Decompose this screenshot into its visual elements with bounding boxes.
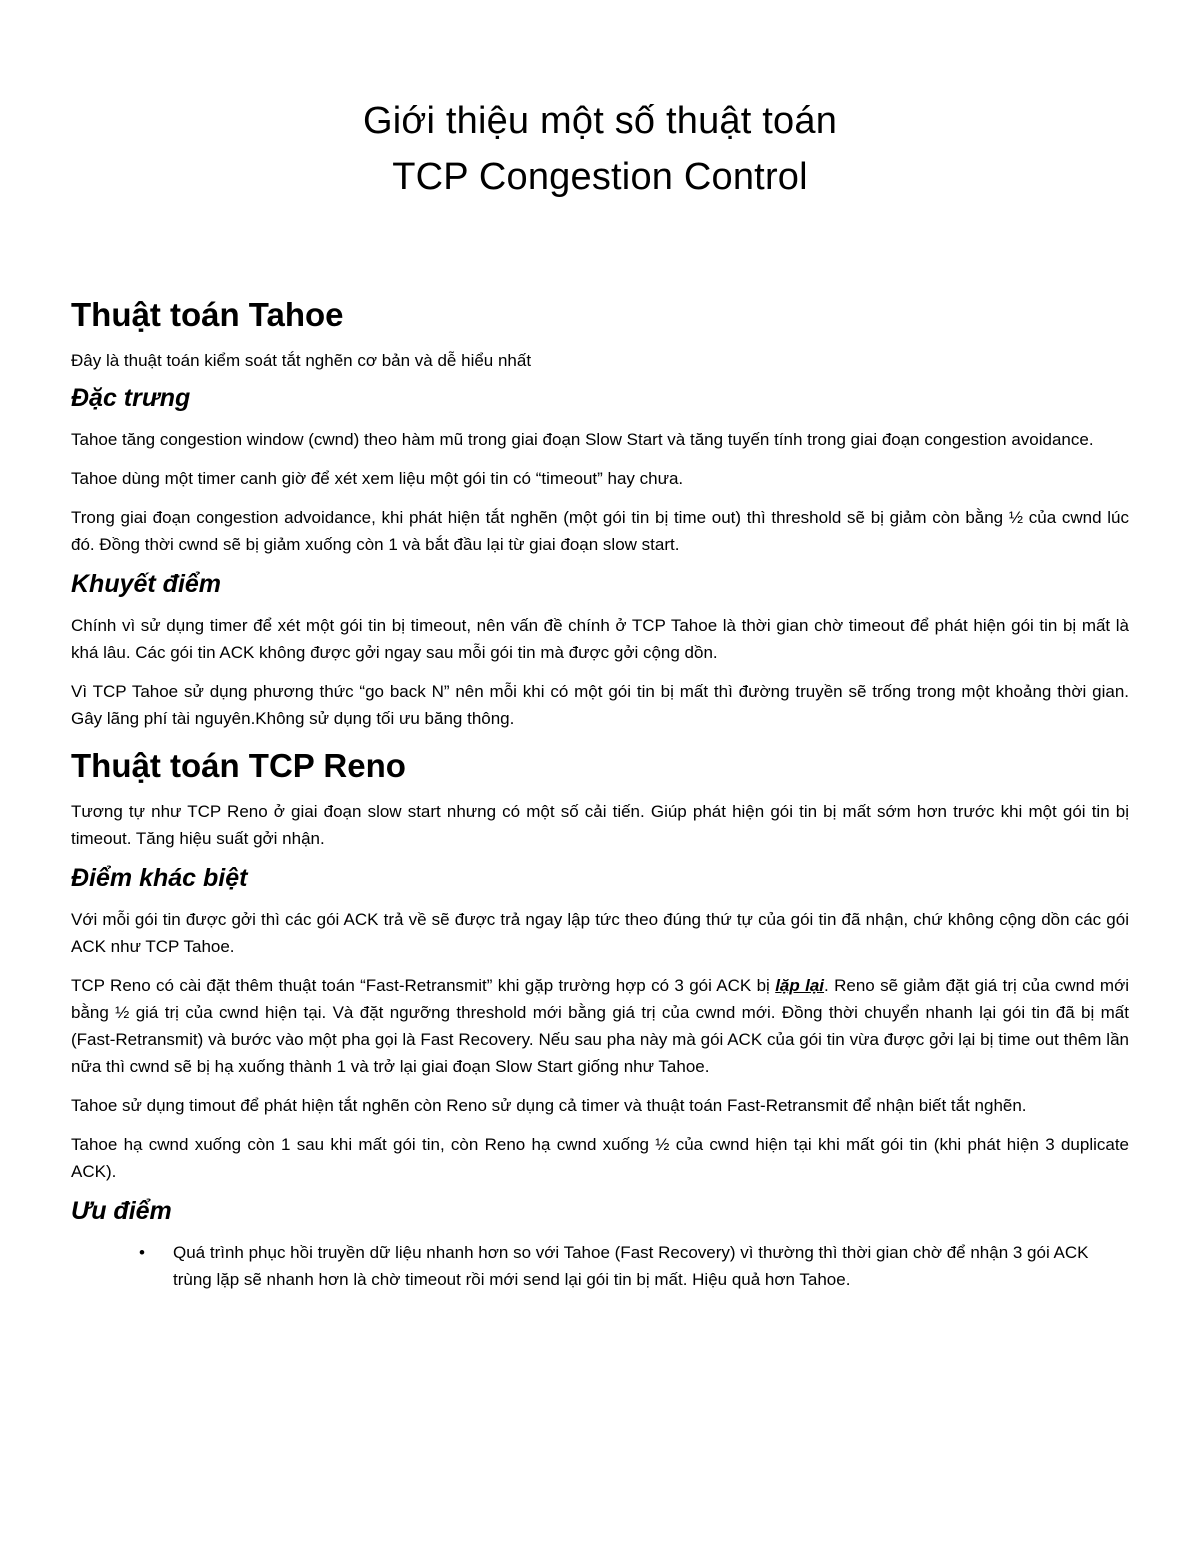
heading-tahoe-features: Đặc trưng: [71, 384, 191, 412]
tahoe-features-paragraph: Tahoe dùng một timer canh giờ để xét xem liệu một gói tin có “timeout” hay chưa.: [71, 469, 684, 488]
heading-reno-advantages: Ưu điểm: [71, 1197, 172, 1225]
list-item-text: Quá trình phục hồi truyền dữ liệu nhanh hơn so với Tahoe (Fast Recovery) vì thường thì thời gian chờ để nhận 3 gói ACK trùng lặp sẽ nhanh hơn là chờ timeout rồi mới send lại gói tin bị mất. Hiệu quả hơn Tahoe.: [173, 1243, 1089, 1289]
bullet-icon: •: [139, 1243, 145, 1262]
tahoe-drawbacks-paragraph: Chính vì sử dụng timer để xét một gói tin bị timeout, nên vấn đề chính ở TCP Tahoe là thời gian chờ timeout để phát hiện gói tin bị mất là khá lâu. Các gói tin ACK không được gởi ngay sau mỗi gói tin mà được gởi cộng dồn.: [71, 616, 1129, 662]
heading-reno-differences: Điểm khác biệt: [71, 864, 248, 892]
tahoe-features-paragraph: Tahoe tăng congestion window (cwnd) theo hàm mũ trong giai đoạn Slow Start và tăng tuyến tính trong giai đoạn congestion avoidance.: [71, 430, 1094, 449]
reno-differences-paragraph: Tahoe sử dụng timout để phát hiện tắt nghẽn còn Reno sử dụng cả timer và thuật toán Fast-Retransmit để nhận biết tắt nghẽn.: [71, 1096, 1027, 1115]
tahoe-features-paragraph: Trong giai đoạn congestion advoidance, khi phát hiện tắt nghẽn (một gói tin bị time out) thì threshold sẽ bị giảm còn bằng ½ của cwnd lúc đó. Đồng thời cwnd sẽ bị giảm xuống còn 1 và bắt đầu lại từ giai đoạn slow start.: [71, 508, 1129, 554]
document-page: [71, 0, 1129, 1293]
heading-tahoe: Thuật toán Tahoe: [71, 296, 344, 333]
reno-differences-paragraph: [71, 972, 1129, 1080]
reno-diff-p2-before: TCP Reno có cài đặt thêm thuật toán “Fast-Retransmit” khi gặp trường hợp có 3 gói ACK bị: [71, 976, 776, 995]
section-tahoe: [71, 295, 1129, 732]
document-title: [71, 0, 1129, 205]
reno-advantages-list: [71, 1239, 1129, 1293]
heading-tahoe-drawbacks: Khuyết điểm: [71, 570, 222, 598]
tahoe-drawbacks-paragraph: Vì TCP Tahoe sử dụng phương thức “go back N” nên mỗi khi có một gói tin bị mất thì đường truyền sẽ trống trong một khoảng thời gian. Gây lãng phí tài nguyên.Không sử dụng tối ưu băng thông.: [71, 682, 1129, 728]
reno-differences-paragraph: Với mỗi gói tin được gởi thì các gói ACK trả về sẽ được trả ngay lập tức theo đúng thứ tự của gói tin đã nhận, chứ không cộng dồn các gói ACK như TCP Tahoe.: [71, 910, 1129, 956]
section-reno: [71, 746, 1129, 1293]
reno-differences-paragraph: Tahoe hạ cwnd xuống còn 1 sau khi mất gói tin, còn Reno hạ cwnd xuống ½ của cwnd hiện tại khi mất gói tin (khi phát hiện 3 duplicate ACK).: [71, 1135, 1129, 1181]
reno-diff-p2-emphasis: lặp lại: [775, 976, 825, 995]
tahoe-intro: Đây là thuật toán kiểm soát tắt nghẽn cơ bản và dễ hiểu nhất: [71, 351, 532, 370]
reno-intro: Tương tự như TCP Reno ở giai đoạn slow start nhưng có một số cải tiến. Giúp phát hiện gói tin bị mất sớm hơn trước khi một gói tin bị timeout. Tăng hiệu suất gởi nhận.: [71, 802, 1129, 848]
title-line-1: Giới thiệu một số thuật toán: [362, 100, 838, 142]
title-line-2: TCP Congestion Control: [392, 156, 808, 198]
reno-diff-p2-after: . Reno sẽ giảm đặt giá trị của cwnd mới bằng ½ giá trị của cwnd hiện tại. Và đặt ngưỡng threshold mới bằng giá trị của cwnd mới. Đồng thời chuyển nhanh lại gói tin đã bị mất (Fast-Retransmit) và bước vào một pha gọi là Fast Recovery. Nếu sau pha này mà gói ACK của gói tin vừa được gởi lại bị time out thêm lần nữa thì cwnd sẽ bị hạ xuống thành 1 và trở lại giai đoạn Slow Start giống như Tahoe.: [71, 976, 1130, 1076]
list-item: [139, 1239, 1129, 1293]
heading-reno: Thuật toán TCP Reno: [71, 747, 406, 784]
